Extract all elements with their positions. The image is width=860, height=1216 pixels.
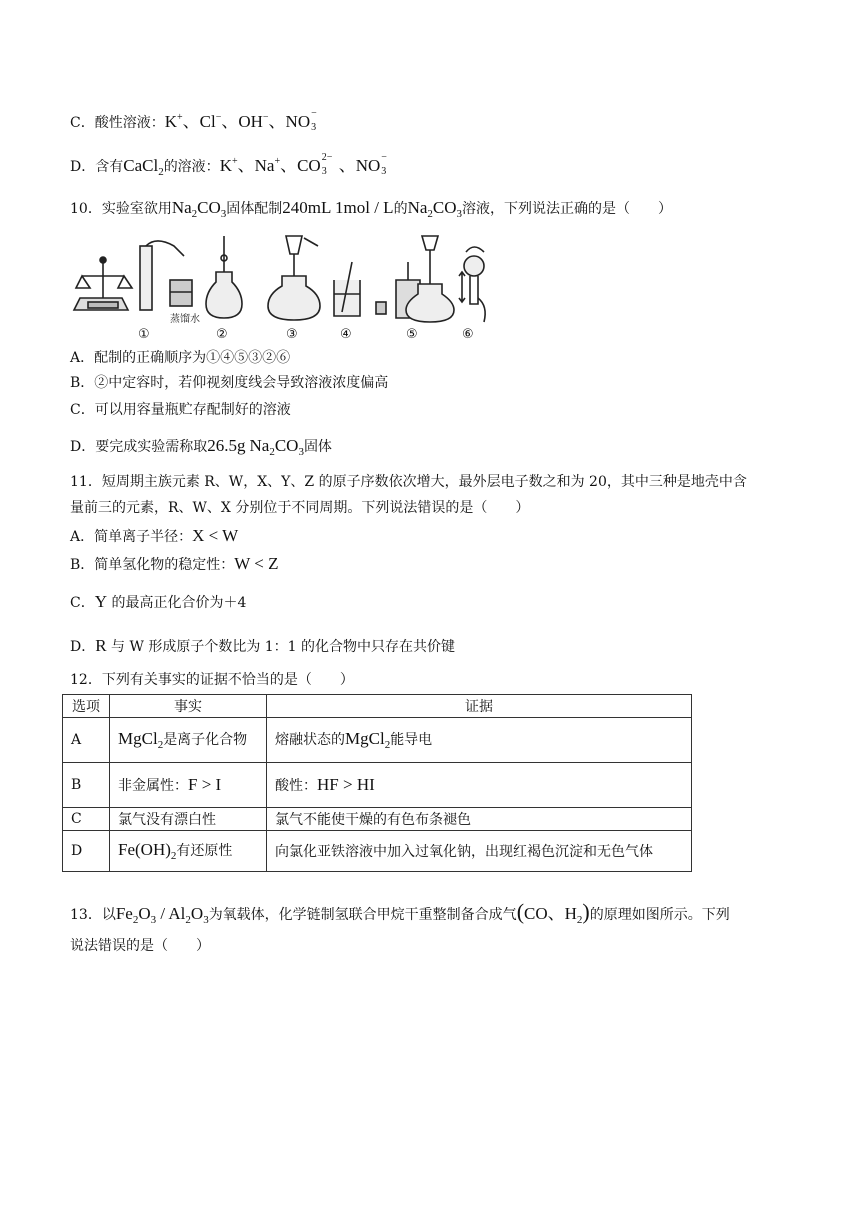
syngas: (CO、$H_2$) <box>516 899 590 926</box>
q10-stem <box>70 198 672 224</box>
q10-suffix: 溶液，下列说法正确的是（ ） <box>462 201 673 217</box>
ion-list: K+、Cl−、OH−、NO − 3 <box>164 108 317 133</box>
flask-funnel-icon <box>268 236 320 320</box>
lab-apparatus-figure <box>66 232 498 344</box>
beaker-rod-icon <box>334 262 360 316</box>
q11-option-c <box>70 592 246 613</box>
row-option: B <box>63 763 110 808</box>
row-evidence: 氯气不能使干燥的有色布条褪色 <box>267 808 692 831</box>
q10-mid1: 固体配制 <box>226 201 283 217</box>
q11-option-a <box>70 526 238 547</box>
fig-label-1: ① <box>138 327 150 342</box>
option-d-pre: D． <box>70 639 96 655</box>
q10-option-c: C．可以用容量瓶贮存配制好的溶液 <box>70 402 291 418</box>
option-d-label: D．含有 <box>70 159 124 175</box>
table-row <box>63 831 692 872</box>
fig-label-5: ⑤ <box>406 327 418 342</box>
table-row <box>63 763 692 808</box>
fig-label-6: ⑥ <box>462 327 474 342</box>
balance-icon <box>74 257 132 310</box>
table-row <box>63 718 692 763</box>
header-option: 选项 <box>63 695 110 718</box>
table-row <box>63 808 692 831</box>
cacl2: CaCl$_2$ <box>123 156 164 178</box>
row-evidence: 熔融状态的MgCl$_2$能导电 <box>267 718 692 763</box>
fig-label-4: ④ <box>340 327 352 342</box>
na2co3: $Na_2CO_3$ <box>407 198 463 220</box>
row-option: A <box>63 718 110 763</box>
option-c-pre: C． <box>70 595 95 611</box>
invert-flask-icon <box>459 247 485 322</box>
option-b-expr: W < Z <box>234 554 279 573</box>
distilled-water-label: 蒸馏水 <box>170 314 200 325</box>
q9-option-d <box>70 152 392 182</box>
row-evidence: 向氯化亚铁溶液中加入过氧化钠，出现红褐色沉淀和无色气体 <box>267 831 692 872</box>
option-d-pre: D．要完成实验需称取 <box>70 439 208 455</box>
option-d-post: 固体 <box>303 439 332 455</box>
option-b-pre: B．简单氢化物的稳定性： <box>70 557 235 573</box>
q10-prefix: 10．实验室欲用 <box>70 201 172 217</box>
row-option: C <box>63 808 110 831</box>
q10-option-b: B．②中定容时，若仰视刻度线会导致溶液浓度偏高 <box>70 375 389 391</box>
q13-stem-line2: 说法错误的是（ ） <box>70 938 210 954</box>
q11-stem-line2: 量前三的元素，R、W、X 分别位于不同周期。下列说法错误的是（ ） <box>70 500 530 516</box>
wash-bottle-icon <box>140 241 192 310</box>
q11-option-b <box>70 554 279 575</box>
oxygen-carrier: $Fe_2O_3 / Al_2O_3$ <box>115 904 209 926</box>
q12-stem: 12．下列有关事实的证据不恰当的是（ ） <box>70 672 354 688</box>
mass: 26.5g <box>207 436 246 455</box>
q12-table <box>62 694 692 872</box>
table-header-row <box>63 695 692 718</box>
q10-mid2: 的 <box>393 201 408 217</box>
q11-stem-line1: 11．短周期主族元素 R、W，X、Y、Z 的原子序数依次增大，最外层电子数之和为 20，其中三种是地壳中含 <box>70 474 747 490</box>
option-a-expr: X < W <box>192 526 239 545</box>
row-fact: 非金属性：F > I <box>110 763 267 808</box>
header-evidence: 证据 <box>267 695 692 718</box>
option-d-mid: 与 W 形成原子个数比为 1：1 的化合物中只存在共价键 <box>106 639 456 655</box>
row-evidence: 酸性：HF > HI <box>267 763 692 808</box>
element-y: Y <box>94 592 107 611</box>
q11-option-d <box>70 636 455 657</box>
header-fact: 事实 <box>110 695 267 718</box>
row-fact: $Fe(OH)_2$有还原性 <box>110 831 267 872</box>
fig-label-3: ③ <box>286 327 298 342</box>
row-option: D <box>63 831 110 872</box>
fig-label-2: ② <box>216 327 228 342</box>
concentration: 240mL 1mol / L <box>282 198 394 217</box>
q13-post: 的原理如图所示。下列 <box>589 907 730 923</box>
option-c-label: C．酸性溶液： <box>70 115 165 131</box>
transfer-icon <box>376 236 454 322</box>
option-c-post: 的最高正化合价为＋4 <box>107 595 247 611</box>
na2co3: $Na_2CO_3$ <box>249 436 304 458</box>
row-fact: 氯气没有漂白性 <box>110 808 267 831</box>
flask-dropper-icon <box>206 236 242 318</box>
q10-option-a: A．配制的正确顺序为①④⑤③②⑥ <box>70 350 291 366</box>
ion-list: K+、Na+、CO 2− 3 、NO − 3 <box>219 152 387 177</box>
row-fact: MgCl$_2$是离子化合物 <box>110 718 267 763</box>
na2co3: $Na_2CO_3$ <box>171 198 227 220</box>
q9-option-c <box>70 108 322 133</box>
option-d-mid: 的溶液： <box>163 159 220 175</box>
q13-stem-line1 <box>70 899 730 930</box>
q13-pre: 13．以 <box>70 907 116 923</box>
q13-mid: 为氧载体，化学链制氢联合甲烷干重整制备合成气 <box>208 907 517 923</box>
q10-option-d <box>70 436 332 462</box>
element-r: R <box>95 636 107 655</box>
option-a-pre: A．简单离子半径： <box>70 529 193 545</box>
